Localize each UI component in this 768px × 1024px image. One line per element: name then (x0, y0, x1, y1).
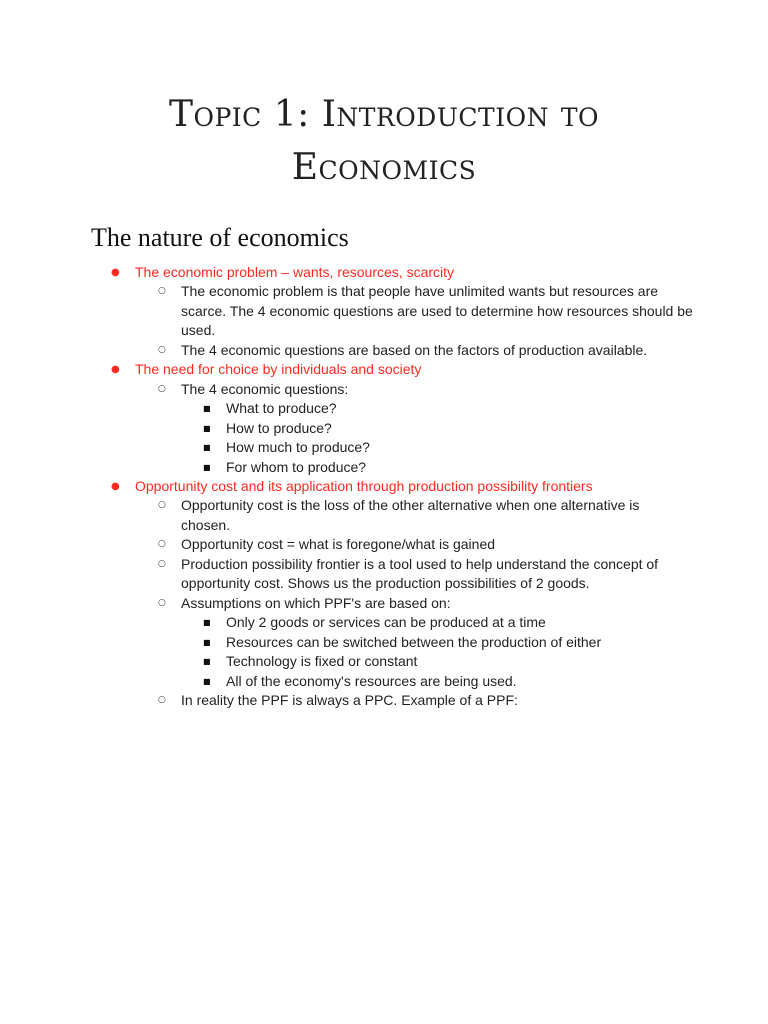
list-item-questions-based: The 4 economic questions are based on the factors of production available. (181, 342, 648, 358)
list-item-ppf-definition-line-2: opportunity cost. Shows us the production possibilities of 2 goods. (181, 575, 590, 591)
level3-bullet-icon: ■ (203, 657, 211, 666)
level2-bullet-icon: ○ (158, 598, 166, 608)
list-item-reality-ppc: In reality the PPF is always a PPC. Example of a PPF: (181, 692, 518, 708)
list-item-four-questions: The 4 economic questions: (181, 381, 349, 397)
level1-bullet-icon: ● (111, 364, 120, 375)
level2-bullet-icon: ○ (158, 500, 166, 510)
list-item-problem-desc-line-1: The economic problem is that people have unlimited wants but resources are (181, 283, 659, 299)
list-item-what: What to produce? (226, 400, 337, 416)
page-title-line-1: Topic 1: Introduction to (168, 94, 600, 135)
level3-bullet-icon: ■ (203, 443, 211, 452)
level3-bullet-icon: ■ (203, 677, 211, 686)
page-title-line-2: Economics (291, 147, 477, 188)
list-item-ppf-definition-line-1: Production possibility frontier is a tool used to help understand the concept of (181, 556, 659, 572)
list-item-need-for-choice: The need for choice by individuals and society (135, 361, 422, 377)
level1-bullet-icon: ● (111, 481, 120, 492)
list-item-opportunity-cost: Opportunity cost and its application through production possibility frontiers (135, 478, 593, 494)
level2-bullet-icon: ○ (158, 559, 166, 569)
level2-bullet-icon: ○ (158, 695, 166, 705)
page-title (0, 88, 768, 194)
list-item-problem-desc-line-2: scarce. The 4 economic questions are used to determine how resources should be (181, 303, 693, 319)
level2-bullet-icon: ○ (158, 539, 166, 549)
list-item-oc-definition-line-1: Opportunity cost is the loss of the other alternative when one alternative is (181, 497, 640, 513)
level2-bullet-icon: ○ (158, 384, 166, 394)
level3-bullet-icon: ■ (203, 638, 211, 647)
level3-bullet-icon: ■ (203, 424, 211, 433)
level2-bullet-icon: ○ (158, 286, 166, 296)
list-item-assumptions: Assumptions on which PPF's are based on: (181, 595, 451, 611)
list-item-two-goods: Only 2 goods or services can be produced at a time (226, 614, 546, 630)
list-item-how: How to produce? (226, 420, 332, 436)
level3-bullet-icon: ■ (203, 618, 211, 627)
level3-bullet-icon: ■ (203, 404, 211, 413)
list-item-resources-switched: Resources can be switched between the production of either (226, 634, 602, 650)
level1-bullet-icon: ● (111, 267, 120, 278)
list-item-oc-formula: Opportunity cost = what is foregone/what is gained (181, 536, 496, 552)
list-item-for-whom: For whom to produce? (226, 459, 367, 475)
list-item-problem-desc-line-3: used. (181, 322, 216, 338)
level3-bullet-icon: ■ (203, 463, 211, 472)
list-item-all-resources: All of the economy's resources are being used. (226, 673, 517, 689)
section-heading: The nature of economics (91, 223, 349, 252)
list-item-technology: Technology is fixed or constant (226, 653, 418, 669)
list-item-oc-definition-line-2: chosen. (181, 517, 231, 533)
level2-bullet-icon: ○ (158, 345, 166, 355)
list-item-economic-problem: The economic problem – wants, resources, scarcity (135, 264, 455, 280)
list-item-how-much: How much to produce? (226, 439, 370, 455)
